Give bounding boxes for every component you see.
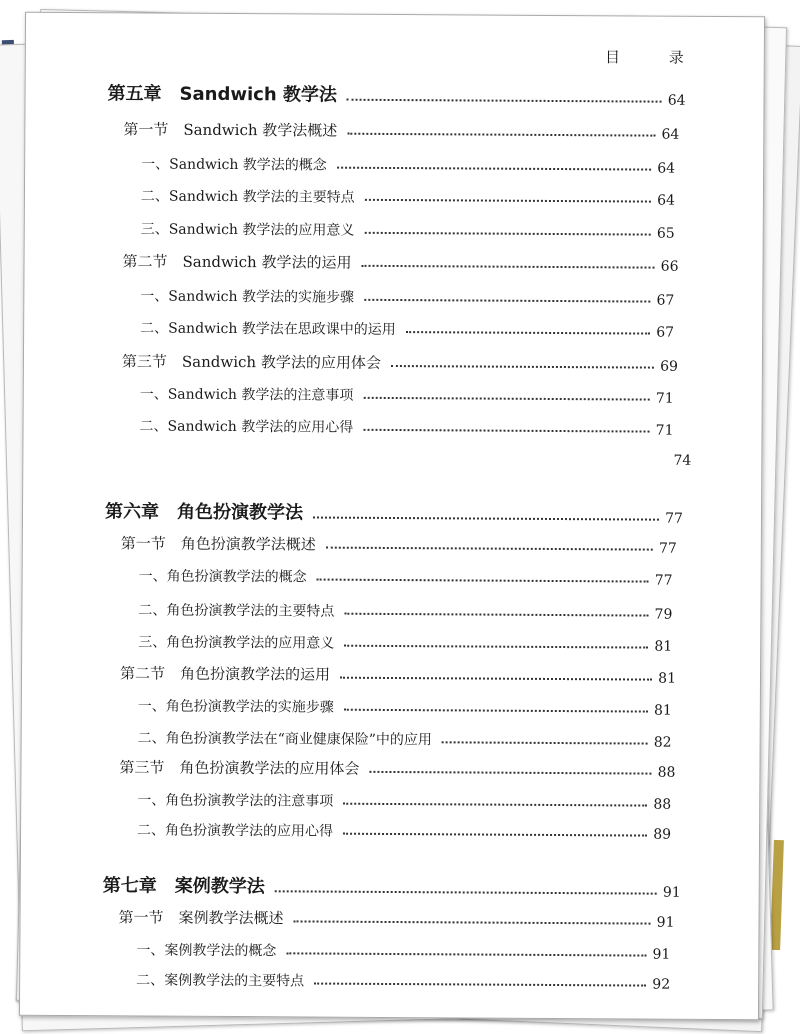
toc-label: 二、案例教学法的主要特点 bbox=[136, 972, 305, 990]
toc-page-number: 69 bbox=[660, 358, 678, 375]
toc-page-number: 64 bbox=[657, 192, 675, 209]
toc-page-number: 88 bbox=[653, 796, 672, 813]
toc-label: 二、Sandwich 教学法的应用心得 bbox=[139, 418, 354, 436]
toc-label: 第一节 角色扮演教学法概述 bbox=[120, 534, 316, 554]
dot-leader bbox=[364, 298, 650, 303]
dot-leader bbox=[340, 676, 652, 681]
dot-leader bbox=[364, 231, 650, 236]
toc-item bbox=[137, 783, 671, 812]
dot-leader bbox=[406, 330, 650, 334]
toc-page-number: 81 bbox=[654, 638, 673, 655]
toc-item bbox=[137, 813, 671, 842]
toc-item bbox=[140, 377, 674, 406]
dot-leader bbox=[294, 919, 651, 924]
toc-item bbox=[140, 311, 674, 340]
toc-page-number: 77 bbox=[665, 510, 684, 527]
toc-label: 二、角色扮演教学法的主要特点 bbox=[138, 602, 335, 620]
dot-leader bbox=[361, 264, 654, 269]
dot-leader bbox=[347, 98, 662, 103]
toc-list bbox=[20, 13, 764, 1019]
toc-page-number: 91 bbox=[656, 914, 675, 931]
dot-leader bbox=[365, 198, 651, 203]
toc-section bbox=[120, 657, 676, 686]
dot-leader bbox=[343, 832, 647, 837]
toc-page-number: 77 bbox=[654, 572, 673, 589]
toc-label: 第二节 Sandwich 教学法的运用 bbox=[122, 252, 352, 272]
toc-label: 一、Sandwich 教学法的概念 bbox=[141, 156, 327, 174]
dot-leader bbox=[369, 770, 651, 775]
book-cover-edge-right bbox=[770, 840, 784, 950]
toc-label: 一、Sandwich 教学法的注意事项 bbox=[139, 386, 354, 404]
toc-label: 二、角色扮演教学法在“商业健康保险”中的应用 bbox=[137, 730, 433, 749]
toc-section bbox=[121, 527, 677, 556]
toc-label: 第一节 Sandwich 教学法概述 bbox=[123, 120, 338, 140]
toc-item bbox=[138, 721, 672, 750]
toc-label: 一、案例教学法的概念 bbox=[136, 942, 277, 960]
dot-leader bbox=[363, 396, 649, 401]
dot-leader bbox=[286, 951, 646, 956]
toc-chapter bbox=[108, 79, 686, 109]
dot-leader bbox=[391, 364, 654, 369]
toc-section bbox=[118, 901, 674, 930]
toc-page-number: 67 bbox=[656, 292, 675, 309]
toc-page-number: 67 bbox=[656, 324, 675, 341]
dot-leader bbox=[347, 132, 655, 137]
toc-page-number: 91 bbox=[662, 884, 681, 901]
toc-chapter bbox=[103, 871, 681, 901]
toc-page-number: 64 bbox=[667, 92, 686, 109]
toc-item bbox=[141, 212, 675, 241]
toc-page bbox=[19, 12, 765, 1021]
toc-page-number: 81 bbox=[658, 670, 677, 687]
toc-page-number: 64 bbox=[661, 126, 680, 143]
toc-item bbox=[139, 559, 673, 588]
toc-page-number: 77 bbox=[658, 540, 677, 557]
toc-label: 二、Sandwich 教学法在思政课中的运用 bbox=[140, 320, 396, 339]
toc-item bbox=[138, 593, 672, 622]
toc-page-number: 81 bbox=[653, 702, 672, 719]
toc-label: 一、Sandwich 教学法的实施步骤 bbox=[140, 288, 355, 306]
toc-label: 三、角色扮演教学法的应用意义 bbox=[138, 634, 335, 652]
toc-label: 第三节 角色扮演教学法的应用体会 bbox=[119, 758, 360, 778]
dot-leader bbox=[313, 516, 659, 521]
dot-leader bbox=[317, 578, 649, 583]
toc-item bbox=[623, 442, 691, 468]
running-head: 目 录 bbox=[604, 48, 706, 67]
toc-item bbox=[141, 147, 675, 176]
toc-page-number: 74 bbox=[673, 452, 692, 469]
toc-page-number: 65 bbox=[656, 225, 675, 242]
toc-section bbox=[119, 751, 675, 780]
toc-label: 第三节 Sandwich 教学法的应用体会 bbox=[121, 352, 381, 372]
toc-page-number: 88 bbox=[657, 764, 676, 781]
dot-leader bbox=[363, 428, 649, 433]
toc-item bbox=[138, 625, 672, 654]
toc-item bbox=[141, 179, 675, 208]
toc-item bbox=[140, 279, 674, 308]
toc-page-number: 89 bbox=[653, 826, 672, 843]
toc-label: 一、角色扮演教学法的概念 bbox=[138, 568, 307, 586]
toc-page-number: 92 bbox=[652, 976, 671, 993]
toc-label: 第一节 案例教学法概述 bbox=[118, 908, 284, 928]
toc-page-number: 64 bbox=[657, 160, 676, 177]
dot-leader bbox=[344, 708, 648, 713]
toc-page-number: 71 bbox=[655, 390, 674, 407]
toc-label: 三、Sandwich 教学法的应用意义 bbox=[140, 221, 355, 239]
toc-page-number: 82 bbox=[653, 734, 672, 751]
dot-leader bbox=[326, 546, 653, 551]
toc-label: 一、角色扮演教学法的实施步骤 bbox=[137, 698, 334, 716]
toc-item bbox=[139, 409, 673, 438]
toc-page-number: 91 bbox=[652, 946, 671, 963]
toc-label: 第六章 角色扮演教学法 bbox=[104, 501, 304, 524]
toc-page-number: 66 bbox=[660, 258, 679, 275]
toc-label: 一、角色扮演教学法的注意事项 bbox=[137, 792, 334, 810]
toc-label: 二、角色扮演教学法的应用心得 bbox=[137, 822, 334, 840]
toc-item bbox=[138, 689, 672, 718]
dot-leader bbox=[442, 740, 648, 744]
dot-leader bbox=[343, 802, 647, 807]
toc-item bbox=[136, 933, 670, 962]
toc-item bbox=[136, 963, 670, 992]
dot-leader bbox=[344, 644, 648, 649]
dot-leader bbox=[314, 982, 646, 987]
toc-chapter bbox=[105, 497, 683, 527]
toc-label: 第二节 角色扮演教学法的运用 bbox=[119, 664, 331, 684]
toc-section bbox=[122, 245, 678, 274]
toc-section bbox=[122, 345, 678, 374]
toc-label: 二、Sandwich 教学法的主要特点 bbox=[140, 188, 355, 206]
toc-page-number: 71 bbox=[655, 422, 674, 439]
toc-page-number: 79 bbox=[654, 606, 673, 623]
toc-label: 第七章 案例教学法 bbox=[102, 875, 265, 898]
toc-section bbox=[123, 113, 679, 142]
dot-leader bbox=[275, 889, 657, 894]
dot-leader bbox=[344, 612, 648, 617]
dot-leader bbox=[337, 166, 651, 171]
toc-label: 第五章 Sandwich 教学法 bbox=[107, 83, 337, 106]
